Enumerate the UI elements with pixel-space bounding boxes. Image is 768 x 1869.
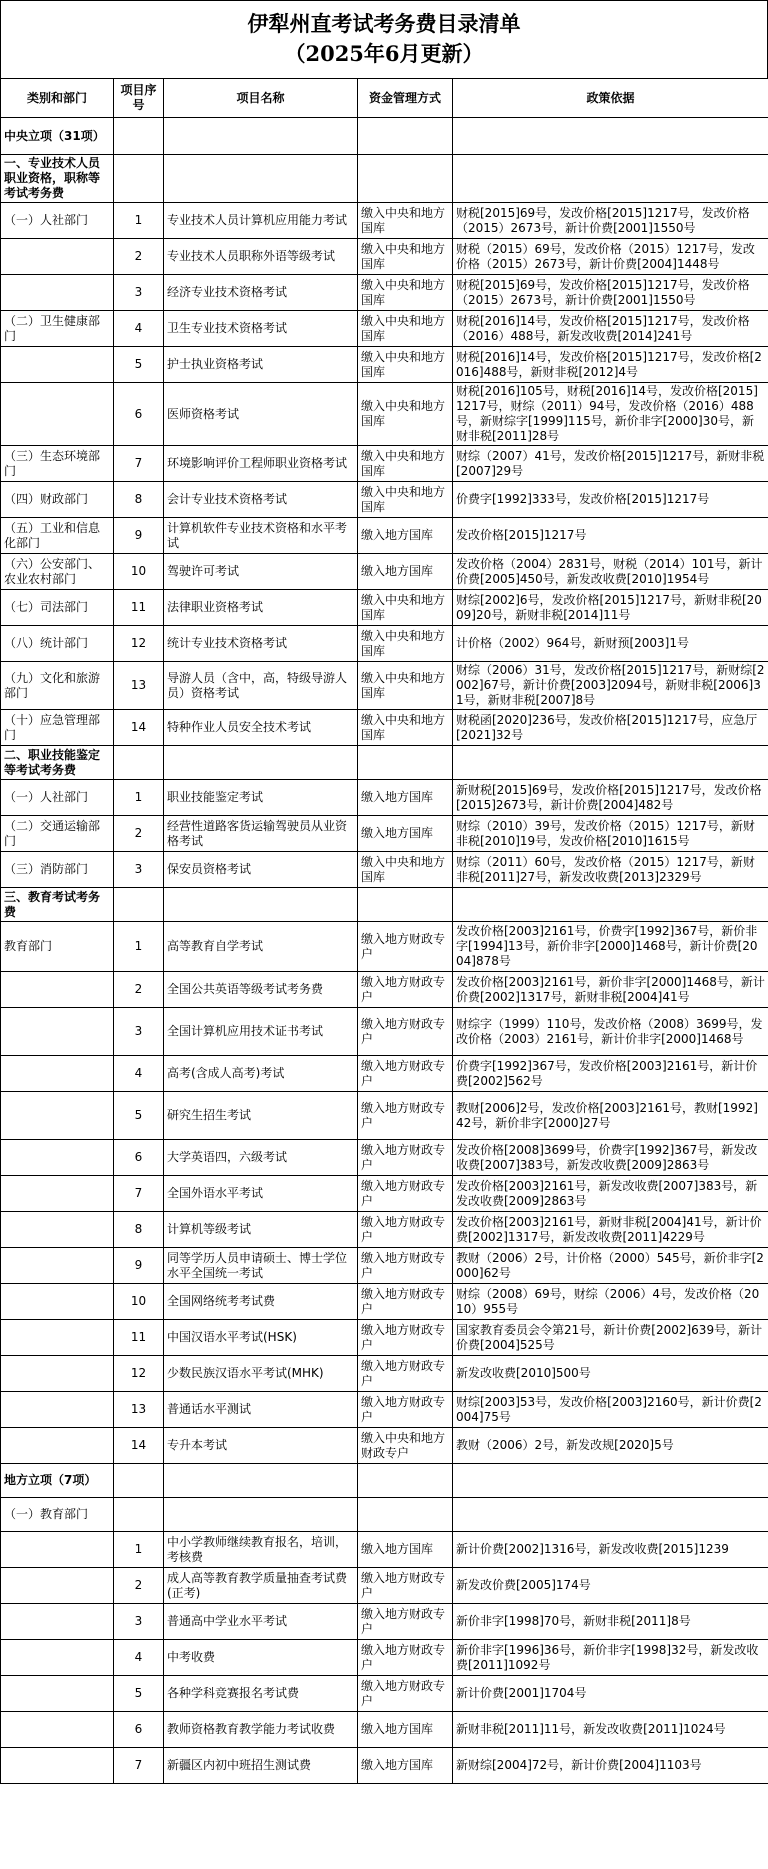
fund-management-cell: 缴入地方财政专户 <box>358 1676 453 1712</box>
fund-management-cell <box>358 888 453 922</box>
table-row <box>1 972 768 1008</box>
number-cell: 11 <box>114 1320 164 1356</box>
policy-basis-cell: 发改价格[2015]1217号 <box>453 518 768 554</box>
table-row <box>1 1748 768 1784</box>
category-cell <box>1 1248 114 1284</box>
category-cell <box>1 1356 114 1392</box>
table-row <box>1 1320 768 1356</box>
table-row <box>1 780 768 816</box>
policy-basis-cell <box>453 746 768 780</box>
category-cell <box>1 1092 114 1140</box>
policy-basis-cell: 财综（2011）60号，发改价格（2015）1217号，新财非税[2011]27号，新发改收费[2013]2329号 <box>453 852 768 888</box>
item-name-cell: 法律职业资格考试 <box>164 590 358 626</box>
category-cell: 中央立项（31项） <box>1 118 114 155</box>
item-name-cell: 全国外语水平考试 <box>164 1176 358 1212</box>
table-row <box>1 1604 768 1640</box>
table-row <box>1 816 768 852</box>
policy-basis-cell: 财税[2016]105号，财税[2016]14号，发改价格[2015]1217号，财综（2011）94号，发改价格（2016）488号，新财综字[1999]115号，新价非字[2000]30号，新财非税[2011]28号 <box>453 383 768 446</box>
item-name-cell: 计算机等级考试 <box>164 1212 358 1248</box>
table-row <box>1 1498 768 1532</box>
category-cell: （二）交通运输部门 <box>1 816 114 852</box>
table-row <box>1 1712 768 1748</box>
item-name-cell: 教师资格教育教学能力考试收费 <box>164 1712 358 1748</box>
number-cell: 13 <box>114 662 164 710</box>
table-row <box>1 590 768 626</box>
policy-basis-cell: 财综（2006）31号，发改价格[2015]1217号，新财综[2002]67号，新计价费[2003]2094号，新财非税[2006]31号，新财非税[2007]8号 <box>453 662 768 710</box>
number-cell: 7 <box>114 1748 164 1784</box>
section-row <box>1 888 768 922</box>
number-cell: 10 <box>114 554 164 590</box>
category-cell: （四）财政部门 <box>1 482 114 518</box>
policy-basis-cell: 财税函[2020]236号，发改价格[2015]1217号，应急厅[2021]32号 <box>453 710 768 746</box>
item-name-cell: 普通话水平测试 <box>164 1392 358 1428</box>
item-name-cell: 医师资格考试 <box>164 383 358 446</box>
table-row <box>1 275 768 311</box>
fund-management-cell: 缴入中央和地方国库 <box>358 203 453 239</box>
category-cell: （三）消防部门 <box>1 852 114 888</box>
table-row <box>1 1008 768 1056</box>
item-name-cell: 经营性道路客货运输驾驶员从业资格考试 <box>164 816 358 852</box>
policy-basis-cell: 新财非税[2011]11号，新发改收费[2011]1024号 <box>453 1712 768 1748</box>
table-row <box>1 1176 768 1212</box>
fund-management-cell: 缴入中央和地方国库 <box>358 626 453 662</box>
category-cell: （十）应急管理部门 <box>1 710 114 746</box>
item-name-cell: 全国公共英语等级考试考务费 <box>164 972 358 1008</box>
policy-basis-cell: 财税[2015]69号，发改价格[2015]1217号，发改价格（2015）2673号，新计价费[2001]1550号 <box>453 275 768 311</box>
item-name-cell <box>164 118 358 155</box>
table-header-row <box>1 79 768 118</box>
number-cell: 1 <box>114 922 164 972</box>
fund-management-cell: 缴入地方财政专户 <box>358 1176 453 1212</box>
fund-management-cell: 缴入中央和地方国库 <box>358 852 453 888</box>
fund-management-cell: 缴入地方财政专户 <box>358 1092 453 1140</box>
number-cell: 7 <box>114 446 164 482</box>
number-cell: 9 <box>114 518 164 554</box>
category-cell <box>1 1140 114 1176</box>
item-name-cell: 专业技术人员计算机应用能力考试 <box>164 203 358 239</box>
category-cell: （八）统计部门 <box>1 626 114 662</box>
policy-basis-cell: 财综（2007）41号，发改价格[2015]1217号，新财非税[2007]29号 <box>453 446 768 482</box>
category-cell <box>1 1712 114 1748</box>
number-cell: 12 <box>114 1356 164 1392</box>
category-cell <box>1 1284 114 1320</box>
table-row <box>1 852 768 888</box>
number-cell: 4 <box>114 311 164 347</box>
table-row <box>1 1092 768 1140</box>
category-cell <box>1 383 114 446</box>
fund-management-cell: 缴入地方财政专户 <box>358 1356 453 1392</box>
number-cell: 10 <box>114 1284 164 1320</box>
category-cell <box>1 1748 114 1784</box>
item-name-cell: 统计专业技术资格考试 <box>164 626 358 662</box>
table-row <box>1 554 768 590</box>
item-name-cell: 卫生专业技术资格考试 <box>164 311 358 347</box>
item-name-cell: 会计专业技术资格考试 <box>164 482 358 518</box>
item-name-cell: 研究生招生考试 <box>164 1092 358 1140</box>
fund-management-cell: 缴入地方财政专户 <box>358 1604 453 1640</box>
item-name-cell: 保安员资格考试 <box>164 852 358 888</box>
category-cell: 二、职业技能鉴定等考试考务费 <box>1 746 114 780</box>
section-row <box>1 1464 768 1498</box>
number-cell: 13 <box>114 1392 164 1428</box>
table-row <box>1 1676 768 1712</box>
policy-basis-cell: 新发改价费[2005]174号 <box>453 1568 768 1604</box>
category-cell <box>1 1532 114 1568</box>
item-name-cell: 各种学科竞赛报名考试费 <box>164 1676 358 1712</box>
table-row <box>1 1212 768 1248</box>
item-name-cell <box>164 888 358 922</box>
item-name-cell: 职业技能鉴定考试 <box>164 780 358 816</box>
fund-management-cell: 缴入地方财政专户 <box>358 1008 453 1056</box>
category-cell: 三、教育考试考务费 <box>1 888 114 922</box>
table-row <box>1 311 768 347</box>
number-cell <box>114 155 164 203</box>
policy-basis-cell: 发改价格[2003]2161号，新财非税[2004]41号，新计价费[2002]1317号，新发改收费[2011]4229号 <box>453 1212 768 1248</box>
item-name-cell: 少数民族汉语水平考试(MHK) <box>164 1356 358 1392</box>
fund-management-cell <box>358 746 453 780</box>
policy-basis-cell: 发改价格[2008]3699号，价费字[1992]367号，新发改收费[2007]383号，新发改收费[2009]2863号 <box>453 1140 768 1176</box>
number-cell: 12 <box>114 626 164 662</box>
policy-basis-cell: 计价格（2002）964号，新财预[2003]1号 <box>453 626 768 662</box>
policy-basis-cell: 国家教育委员会令第21号，新计价费[2002]639号，新计价费[2004]525号 <box>453 1320 768 1356</box>
category-cell <box>1 972 114 1008</box>
table-row <box>1 1532 768 1568</box>
header-fund-management: 资金管理方式 <box>358 79 453 118</box>
number-cell <box>114 1464 164 1498</box>
section-row <box>1 155 768 203</box>
fund-management-cell: 缴入中央和地方国库 <box>358 590 453 626</box>
table-row <box>1 1140 768 1176</box>
category-cell: 地方立项（7项） <box>1 1464 114 1498</box>
policy-basis-cell: 财综（2010）39号，发改价格（2015）1217号，新财非税[2010]19号，发改价格[2010]1615号 <box>453 816 768 852</box>
header-item-name: 项目名称 <box>164 79 358 118</box>
fund-management-cell <box>358 1464 453 1498</box>
fund-management-cell: 缴入中央和地方国库 <box>358 710 453 746</box>
number-cell: 14 <box>114 1428 164 1464</box>
number-cell: 6 <box>114 1140 164 1176</box>
category-cell: （九）文化和旅游部门 <box>1 662 114 710</box>
item-name-cell: 经济专业技术资格考试 <box>164 275 358 311</box>
item-name-cell: 驾驶许可考试 <box>164 554 358 590</box>
number-cell: 9 <box>114 1248 164 1284</box>
number-cell: 4 <box>114 1056 164 1092</box>
item-name-cell: 专业技术人员职称外语等级考试 <box>164 239 358 275</box>
item-name-cell: 新疆区内初中班招生测试费 <box>164 1748 358 1784</box>
policy-basis-cell: 价费字[1992]367号，发改价格[2003]2161号，新计价费[2002]562号 <box>453 1056 768 1092</box>
category-cell <box>1 1176 114 1212</box>
table-row <box>1 203 768 239</box>
number-cell: 2 <box>114 239 164 275</box>
fund-management-cell: 缴入中央和地方财政专户 <box>358 1428 453 1464</box>
number-cell: 1 <box>114 203 164 239</box>
number-cell <box>114 1498 164 1532</box>
category-cell: （六）公安部门、农业农村部门 <box>1 554 114 590</box>
fund-management-cell: 缴入中央和地方国库 <box>358 275 453 311</box>
category-cell: 一、专业技术人员职业资格，职称等考试考务费 <box>1 155 114 203</box>
table-row <box>1 1356 768 1392</box>
number-cell: 6 <box>114 1712 164 1748</box>
fund-management-cell: 缴入地方财政专户 <box>358 1568 453 1604</box>
policy-basis-cell: 价费字[1992]333号，发改价格[2015]1217号 <box>453 482 768 518</box>
policy-basis-cell: 新计价费[2002]1316号，新发改收费[2015]1239 <box>453 1532 768 1568</box>
policy-basis-cell: 财税[2015]69号，发改价格[2015]1217号，发改价格（2015）2673号，新计价费[2001]1550号 <box>453 203 768 239</box>
policy-basis-cell: 财综[2002]6号，发改价格[2015]1217号，新财非税[2009]20号，新财非税[2014]11号 <box>453 590 768 626</box>
number-cell: 1 <box>114 780 164 816</box>
item-name-cell: 计算机软件专业技术资格和水平考试 <box>164 518 358 554</box>
table-row <box>1 383 768 446</box>
fund-management-cell: 缴入地方财政专户 <box>358 1056 453 1092</box>
category-cell: （三）生态环境部门 <box>1 446 114 482</box>
table-row <box>1 1568 768 1604</box>
fund-management-cell: 缴入中央和地方国库 <box>358 662 453 710</box>
number-cell: 8 <box>114 482 164 518</box>
fund-management-cell: 缴入中央和地方国库 <box>358 347 453 383</box>
category-cell: （一）人社部门 <box>1 203 114 239</box>
policy-basis-cell: 财税（2015）69号，发改价格（2015）1217号，发改价格（2015）2673号，新计价费[2004]1448号 <box>453 239 768 275</box>
category-cell <box>1 1676 114 1712</box>
fund-management-cell: 缴入地方财政专户 <box>358 1640 453 1676</box>
category-cell <box>1 239 114 275</box>
fund-management-cell: 缴入地方国库 <box>358 554 453 590</box>
number-cell: 2 <box>114 816 164 852</box>
category-cell <box>1 347 114 383</box>
fund-management-cell: 缴入中央和地方国库 <box>358 311 453 347</box>
fund-management-cell: 缴入中央和地方国库 <box>358 383 453 446</box>
fund-management-cell: 缴入地方国库 <box>358 518 453 554</box>
table-row <box>1 239 768 275</box>
table-row <box>1 662 768 710</box>
category-cell <box>1 1320 114 1356</box>
table-row <box>1 518 768 554</box>
item-name-cell: 中考收费 <box>164 1640 358 1676</box>
title-line-1: 伊犁州直考试考务费目录清单 <box>247 11 521 36</box>
fund-management-cell: 缴入地方财政专户 <box>358 1140 453 1176</box>
item-name-cell <box>164 1464 358 1498</box>
policy-basis-cell: 教财[2006]2号，发改价格[2003]2161号，教财[1992]42号，新价非字[2000]27号 <box>453 1092 768 1140</box>
policy-basis-cell: 财综[2003]53号，发改价格[2003]2160号，新计价费[2004]75号 <box>453 1392 768 1428</box>
number-cell: 5 <box>114 347 164 383</box>
category-cell <box>1 1392 114 1428</box>
policy-basis-cell: 新价非字[1998]70号，新财非税[2011]8号 <box>453 1604 768 1640</box>
number-cell: 3 <box>114 1008 164 1056</box>
fund-management-cell: 缴入地方财政专户 <box>358 1248 453 1284</box>
category-cell <box>1 275 114 311</box>
number-cell <box>114 888 164 922</box>
item-name-cell: 高考(含成人高考)考试 <box>164 1056 358 1092</box>
item-name-cell: 中小学教师继续教育报名，培训，考核费 <box>164 1532 358 1568</box>
item-name-cell: 专升本考试 <box>164 1428 358 1464</box>
policy-basis-cell: 发改价格[2003]2161号，价费字[1992]367号，新价非字[1994]13号，新价非字[2000]1468号，新计价费[2004]878号 <box>453 922 768 972</box>
table-row <box>1 922 768 972</box>
header-number: 项目序号 <box>114 79 164 118</box>
fund-management-cell: 缴入中央和地方国库 <box>358 446 453 482</box>
category-cell: （七）司法部门 <box>1 590 114 626</box>
table-row <box>1 1428 768 1464</box>
policy-basis-cell: 教财（2006）2号，计价格（2000）545号，新价非字[2000]62号 <box>453 1248 768 1284</box>
fund-management-cell <box>358 118 453 155</box>
fund-management-cell <box>358 1498 453 1532</box>
fee-catalog-table <box>0 78 768 1784</box>
category-cell <box>1 1568 114 1604</box>
policy-basis-cell: 教财（2006）2号，新发改规[2020]5号 <box>453 1428 768 1464</box>
policy-basis-cell <box>453 118 768 155</box>
fund-management-cell: 缴入中央和地方国库 <box>358 482 453 518</box>
policy-basis-cell: 新发改收费[2010]500号 <box>453 1356 768 1392</box>
number-cell: 1 <box>114 1532 164 1568</box>
item-name-cell: 全国计算机应用技术证书考试 <box>164 1008 358 1056</box>
policy-basis-cell <box>453 1464 768 1498</box>
policy-basis-cell: 财税[2016]14号，发改价格[2015]1217号，发改价格（2016）488号，新发改收费[2014]241号 <box>453 311 768 347</box>
number-cell: 2 <box>114 972 164 1008</box>
item-name-cell: 中国汉语水平考试(HSK) <box>164 1320 358 1356</box>
item-name-cell: 普通高中学业水平考试 <box>164 1604 358 1640</box>
document-title <box>0 0 768 78</box>
policy-basis-cell: 发改价格[2003]2161号，新价非字[2000]1468号，新计价费[2002]1317号，新财非税[2004]41号 <box>453 972 768 1008</box>
table-row <box>1 1056 768 1092</box>
table-row <box>1 1248 768 1284</box>
item-name-cell: 护士执业资格考试 <box>164 347 358 383</box>
number-cell: 7 <box>114 1176 164 1212</box>
number-cell: 3 <box>114 275 164 311</box>
table-row <box>1 446 768 482</box>
section-row <box>1 746 768 780</box>
number-cell: 3 <box>114 852 164 888</box>
fund-management-cell: 缴入地方国库 <box>358 780 453 816</box>
number-cell: 14 <box>114 710 164 746</box>
item-name-cell: 全国网络统考考试费 <box>164 1284 358 1320</box>
section-row <box>1 118 768 155</box>
fund-management-cell: 缴入地方财政专户 <box>358 1212 453 1248</box>
category-cell: （二）卫生健康部门 <box>1 311 114 347</box>
item-name-cell: 环境影响评价工程师职业资格考试 <box>164 446 358 482</box>
policy-basis-cell <box>453 155 768 203</box>
policy-basis-cell: 财综（2008）69号，财综（2006）4号，发改价格（2010）955号 <box>453 1284 768 1320</box>
number-cell: 4 <box>114 1640 164 1676</box>
header-category: 类别和部门 <box>1 79 114 118</box>
policy-basis-cell: 财综字（1999）110号，发改价格（2008）3699号，发改价格（2003）2161号，新计价非字[2000]1468号 <box>453 1008 768 1056</box>
fund-management-cell: 缴入地方财政专户 <box>358 1392 453 1428</box>
item-name-cell: 同等学历人员申请硕士、博士学位水平全国统一考试 <box>164 1248 358 1284</box>
fund-management-cell <box>358 155 453 203</box>
policy-basis-cell: 发改价格（2004）2831号，财税（2014）101号，新计价费[2005]450号，新发改收费[2010]1954号 <box>453 554 768 590</box>
number-cell: 5 <box>114 1092 164 1140</box>
category-cell <box>1 1604 114 1640</box>
table-row <box>1 626 768 662</box>
fund-management-cell: 缴入地方国库 <box>358 1712 453 1748</box>
number-cell: 5 <box>114 1676 164 1712</box>
item-name-cell: 高等教育自学考试 <box>164 922 358 972</box>
table-row <box>1 1640 768 1676</box>
policy-basis-cell <box>453 888 768 922</box>
fund-management-cell: 缴入地方财政专户 <box>358 1320 453 1356</box>
category-cell: （五）工业和信息化部门 <box>1 518 114 554</box>
category-cell <box>1 1008 114 1056</box>
category-cell: 教育部门 <box>1 922 114 972</box>
category-cell <box>1 1640 114 1676</box>
policy-basis-cell: 新计价费[2001]1704号 <box>453 1676 768 1712</box>
table-row <box>1 1392 768 1428</box>
number-cell: 8 <box>114 1212 164 1248</box>
table-row <box>1 482 768 518</box>
item-name-cell <box>164 155 358 203</box>
fund-management-cell: 缴入地方财政专户 <box>358 1284 453 1320</box>
category-cell <box>1 1428 114 1464</box>
category-cell <box>1 1212 114 1248</box>
policy-basis-cell: 新价非字[1996]36号，新价非字[1998]32号，新发改收费[2011]1092号 <box>453 1640 768 1676</box>
number-cell <box>114 746 164 780</box>
fund-management-cell: 缴入地方财政专户 <box>358 922 453 972</box>
fund-management-cell: 缴入地方国库 <box>358 1532 453 1568</box>
table-row <box>1 710 768 746</box>
category-cell: （一）教育部门 <box>1 1498 114 1532</box>
number-cell <box>114 118 164 155</box>
category-cell: （一）人社部门 <box>1 780 114 816</box>
table-row <box>1 1284 768 1320</box>
policy-basis-cell: 新财税[2015]69号，发改价格[2015]1217号，发改价格[2015]2673号，新计价费[2004]482号 <box>453 780 768 816</box>
fund-management-cell: 缴入地方财政专户 <box>358 972 453 1008</box>
number-cell: 2 <box>114 1568 164 1604</box>
number-cell: 11 <box>114 590 164 626</box>
policy-basis-cell: 财税[2016]14号，发改价格[2015]1217号，发改价格[2016]488号，新财非税[2012]4号 <box>453 347 768 383</box>
policy-basis-cell: 发改价格[2003]2161号，新发改收费[2007]383号，新发改收费[2009]2863号 <box>453 1176 768 1212</box>
fund-management-cell: 缴入地方国库 <box>358 1748 453 1784</box>
item-name-cell: 特种作业人员安全技术考试 <box>164 710 358 746</box>
policy-basis-cell <box>453 1498 768 1532</box>
item-name-cell: 成人高等教育教学质量抽查考试费(正考) <box>164 1568 358 1604</box>
number-cell: 6 <box>114 383 164 446</box>
fund-management-cell: 缴入中央和地方国库 <box>358 239 453 275</box>
number-cell: 3 <box>114 1604 164 1640</box>
category-cell <box>1 1056 114 1092</box>
table-row <box>1 347 768 383</box>
item-name-cell <box>164 746 358 780</box>
item-name-cell <box>164 1498 358 1532</box>
title-line-2: （2025年6月更新） <box>284 41 484 66</box>
table-body <box>1 118 768 1784</box>
header-policy-basis: 政策依据 <box>453 79 768 118</box>
item-name-cell: 导游人员（含中，高，特级导游人员）资格考试 <box>164 662 358 710</box>
item-name-cell: 大学英语四，六级考试 <box>164 1140 358 1176</box>
fund-management-cell: 缴入地方国库 <box>358 816 453 852</box>
policy-basis-cell: 新财综[2004]72号，新计价费[2004]1103号 <box>453 1748 768 1784</box>
